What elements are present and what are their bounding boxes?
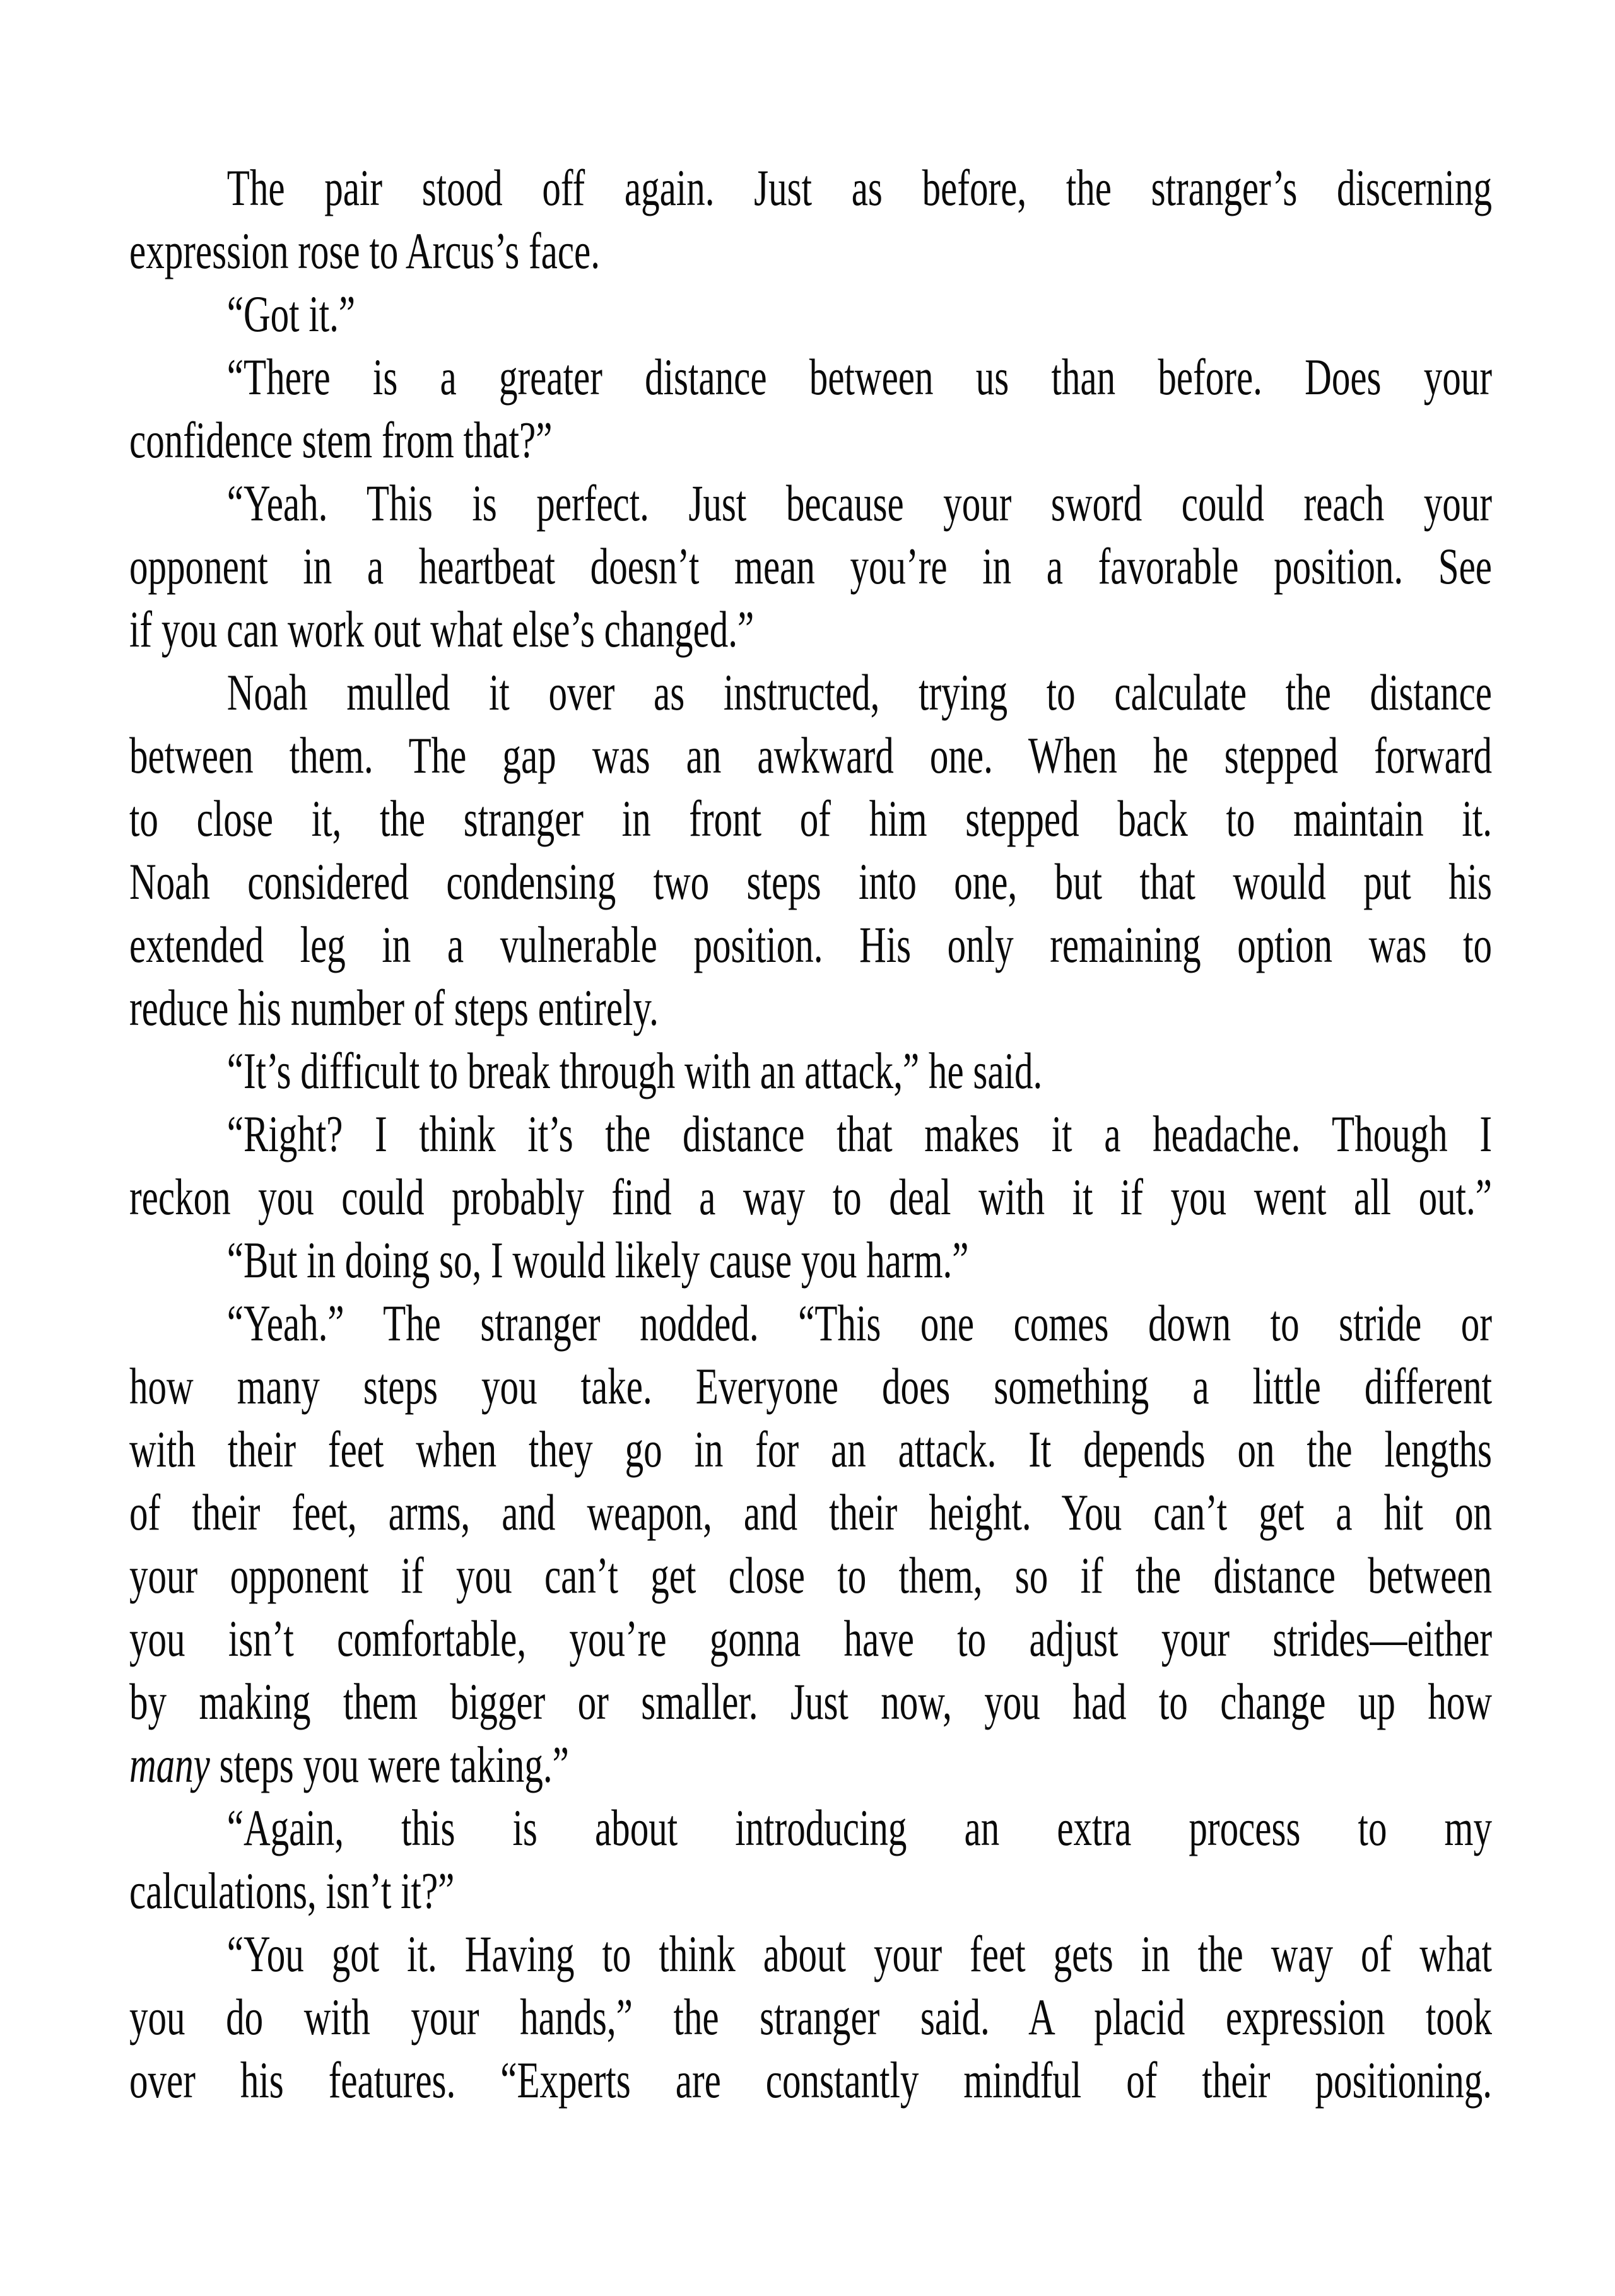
text-line bbox=[129, 598, 1492, 661]
text-line bbox=[129, 409, 1492, 472]
line-text: “Right? I think it’s the distance that makes it a headache. Though I bbox=[226, 1105, 1492, 1163]
italic-word: many bbox=[129, 1736, 210, 1793]
text-line bbox=[129, 1923, 1492, 1986]
line-text: over his features. “Experts are constantly mindful of their positioning. bbox=[129, 2051, 1492, 2109]
line-text: to close it, the stranger in front of him stepped back to maintain it. bbox=[129, 790, 1492, 847]
line-text: with their feet when they go in for an attack. It depends on the lengths bbox=[129, 1420, 1492, 1478]
text-line bbox=[129, 220, 1492, 283]
text-column bbox=[129, 156, 1492, 2112]
text-line bbox=[129, 472, 1492, 535]
text-line bbox=[129, 1103, 1492, 1166]
line-text: you isn’t comfortable, you’re gonna have to adjust your strides—either bbox=[129, 1610, 1492, 1667]
text-line bbox=[129, 1733, 1492, 1796]
line-text: reckon you could probably find a way to deal with it if you went all out.” bbox=[129, 1168, 1492, 1226]
text-line bbox=[129, 661, 1492, 724]
text-line bbox=[129, 1292, 1492, 1355]
line-text: calculations, isn’t it?” bbox=[129, 1862, 455, 1919]
text-line bbox=[129, 850, 1492, 913]
line-text: your opponent if you can’t get close to them, so if the distance between bbox=[129, 1547, 1492, 1604]
line-text: if you can work out what else’s changed.” bbox=[129, 600, 755, 658]
text-block bbox=[129, 156, 1492, 2112]
text-line bbox=[129, 976, 1492, 1040]
line-text: by making them bigger or smaller. Just now, you had to change up how bbox=[129, 1673, 1492, 1730]
line-text: of their feet, arms, and weapon, and their height. You can’t get a hit on bbox=[129, 1484, 1492, 1541]
text-line bbox=[129, 1544, 1492, 1607]
line-text: between them. The gap was an awkward one. When he stepped forward bbox=[129, 727, 1492, 784]
line-text: steps you were taking.” bbox=[209, 1736, 569, 1793]
line-text: how many steps you take. Everyone does something a little different bbox=[129, 1357, 1492, 1415]
line-text: extended leg in a vulnerable position. His only remaining option was to bbox=[129, 916, 1492, 973]
line-text: confidence stem from that?” bbox=[129, 411, 553, 469]
text-line bbox=[129, 1355, 1492, 1418]
line-text: The pair stood off again. Just as before, the stranger’s discerning bbox=[226, 159, 1492, 216]
text-line bbox=[129, 1670, 1492, 1733]
text-line bbox=[129, 346, 1492, 409]
text-line bbox=[129, 1607, 1492, 1670]
line-text: “There is a greater distance between us than before. Does your bbox=[226, 348, 1492, 406]
text-line bbox=[129, 787, 1492, 850]
line-text: “It’s difficult to break through with an attack,” he said. bbox=[226, 1042, 1043, 1099]
line-text: reduce his number of steps entirely. bbox=[129, 979, 659, 1036]
text-line bbox=[129, 535, 1492, 598]
text-line bbox=[129, 1481, 1492, 1544]
text-line bbox=[129, 1986, 1492, 2049]
text-line bbox=[129, 1166, 1492, 1229]
line-text: you do with your hands,” the stranger said. A placid expression took bbox=[129, 1988, 1492, 2046]
text-line bbox=[129, 724, 1492, 787]
line-text: Noah mulled it over as instructed, trying to calculate the distance bbox=[226, 664, 1492, 721]
line-text: opponent in a heartbeat doesn’t mean you’re in a favorable position. See bbox=[129, 537, 1492, 595]
text-line bbox=[129, 1040, 1492, 1103]
line-text: “You got it. Having to think about your feet gets in the way of what bbox=[226, 1925, 1492, 1983]
line-text: “Yeah.” The stranger nodded. “This one comes down to stride or bbox=[226, 1294, 1492, 1352]
text-line bbox=[129, 1860, 1492, 1923]
line-text: expression rose to Arcus’s face. bbox=[129, 222, 600, 279]
text-line bbox=[129, 913, 1492, 976]
line-text: “Got it.” bbox=[226, 285, 356, 343]
text-line bbox=[129, 1229, 1492, 1292]
line-text: “But in doing so, I would likely cause you harm.” bbox=[226, 1231, 969, 1289]
line-text: “Again, this is about introducing an extra process to my bbox=[226, 1799, 1492, 1856]
text-line bbox=[129, 2049, 1492, 2112]
text-line bbox=[129, 1418, 1492, 1481]
line-text: Noah considered condensing two steps into one, but that would put his bbox=[129, 853, 1492, 910]
text-line bbox=[129, 1796, 1492, 1860]
text-line bbox=[129, 156, 1492, 220]
line-text: “Yeah. This is perfect. Just because your sword could reach your bbox=[226, 474, 1492, 532]
text-line bbox=[129, 283, 1492, 346]
